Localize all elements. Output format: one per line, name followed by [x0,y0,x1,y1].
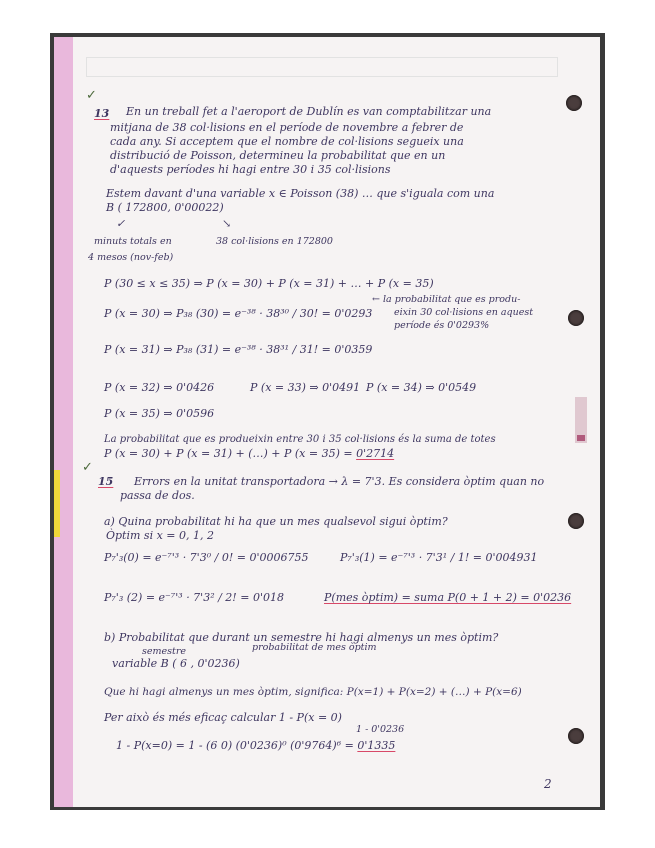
arrow: ✓ [116,217,126,230]
equation: P₇'₃(0) = e⁻⁷'³ · 7'3⁰ / 0! = 0'0006755 [104,551,309,564]
equation: P (x = 31) ⇒ P₃₈ (31) = e⁻³⁸ · 38³¹ / 31! = 0'0359 [104,343,373,356]
annotation: minuts totals en [94,236,172,247]
problem-number: 15 [98,475,114,488]
annotation: període és 0'0293% [394,320,490,331]
equation: P (30 ≤ x ≤ 35) ⇒ P (x = 30) + P (x = 31) + … + P (x = 35) [104,277,434,290]
conclusion [104,447,394,461]
result: P(mes òptim) = suma P(0 + 1 + 2) = 0'0236 [324,591,572,604]
statement: Estem davant d'una variable x ∈ Poisson (38) … que s'iguala com una [106,187,495,200]
binder-hole [568,513,584,529]
arrow: ↘ [222,217,232,230]
problem-text-line: Errors en la unitat transportadora → λ = 7'3. Es considera òptim quan no [134,475,545,488]
conclusion: La probabilitat que es produeixin entre 30 i 35 col·lisions és la suma de totes [104,434,496,445]
annotation: 1 - 0'0236 [356,724,405,735]
highlight-strip [54,470,60,537]
annotation: 4 mesos (nov-feb) [88,252,174,263]
annotation: 38 col·lisions en 172800 [216,236,333,247]
equation: P (x = 34) ⇒ 0'0549 [366,381,477,394]
result: 0'2714 [356,447,395,460]
equation: P (x = 35) ⇒ 0'0596 [104,407,215,420]
binder-hole [568,310,584,326]
annotation: probabilitat de mes òptim [252,642,377,653]
margin-strip [54,37,73,807]
equation: P₇'₃(1) = e⁻⁷'³ · 7'3¹ / 1! = 0'004931 [340,551,538,564]
equation: P (x = 32) ⇒ 0'0426 [104,381,215,394]
final-expression: 1 - P(x=0) = 1 - (6 0) (0'0236)⁰ (0'9764)⁶ = [116,739,354,752]
statement: B ( 172800, 0'00022) [106,201,224,214]
header-box [86,57,558,77]
annotation: eixin 30 col·lisions en aquest [394,307,534,318]
statement: variable B ( 6 , 0'0236) [112,657,240,670]
statement: Òptim si x = 0, 1, 2 [106,529,214,542]
statement: Per això és més eficaç calcular 1 - P(x = 0) [104,711,342,724]
result: 0'1335 [357,739,396,752]
statement: Que hi hagi almenys un mes òptim, significa: P(x=1) + P(x=2) + (…) + P(x=6) [104,686,522,698]
problem-text-line: distribució de Poisson, determineu la probabilitat que en un [110,149,446,162]
annotation: semestre [142,646,186,657]
problem-text-line: En un treball fet a l'aeroport de Dublín es van comptabilitzar una [126,105,492,118]
check-mark: ✓ [86,88,97,103]
equation [116,739,395,753]
sum-expression: P (x = 30) + P (x = 31) + (…) + P (x = 35) = [104,447,353,460]
binder-hole [568,728,584,744]
problem-text-line: cada any. Si acceptem que el nombre de col·lisions segueix una [110,135,464,148]
equation: P₇'₃ (2) = e⁻⁷'³ · 7'3² / 2! = 0'018 [104,591,284,604]
problem-text-line: passa de dos. [120,489,195,502]
check-mark: ✓ [82,460,93,475]
binder-hole [566,95,582,111]
problem-text-line: mitjana de 38 col·lisions en el període de novembre a febrer de [110,121,464,134]
equation: P (x = 33) ⇒ 0'0491 [250,381,361,394]
question: a) Quina probabilitat hi ha que un mes qualsevol sigui òptim? [104,515,448,528]
question: b) Probabilitat que durant un semestre hi hagi almenys un mes òptim? [104,631,499,644]
problem-text-line: d'aquests períodes hi hagi entre 30 i 35 col·lisions [110,163,391,176]
problem-number: 13 [94,107,110,120]
equation: P (x = 30) ⇒ P₃₈ (30) = e⁻³⁸ · 38³⁰ / 30! = 0'0293 [104,307,373,320]
annotation: ← la probabilitat que es produ- [372,294,521,305]
page-number: 2 [544,777,552,791]
notebook-page [54,37,600,807]
page-tab [575,397,587,443]
